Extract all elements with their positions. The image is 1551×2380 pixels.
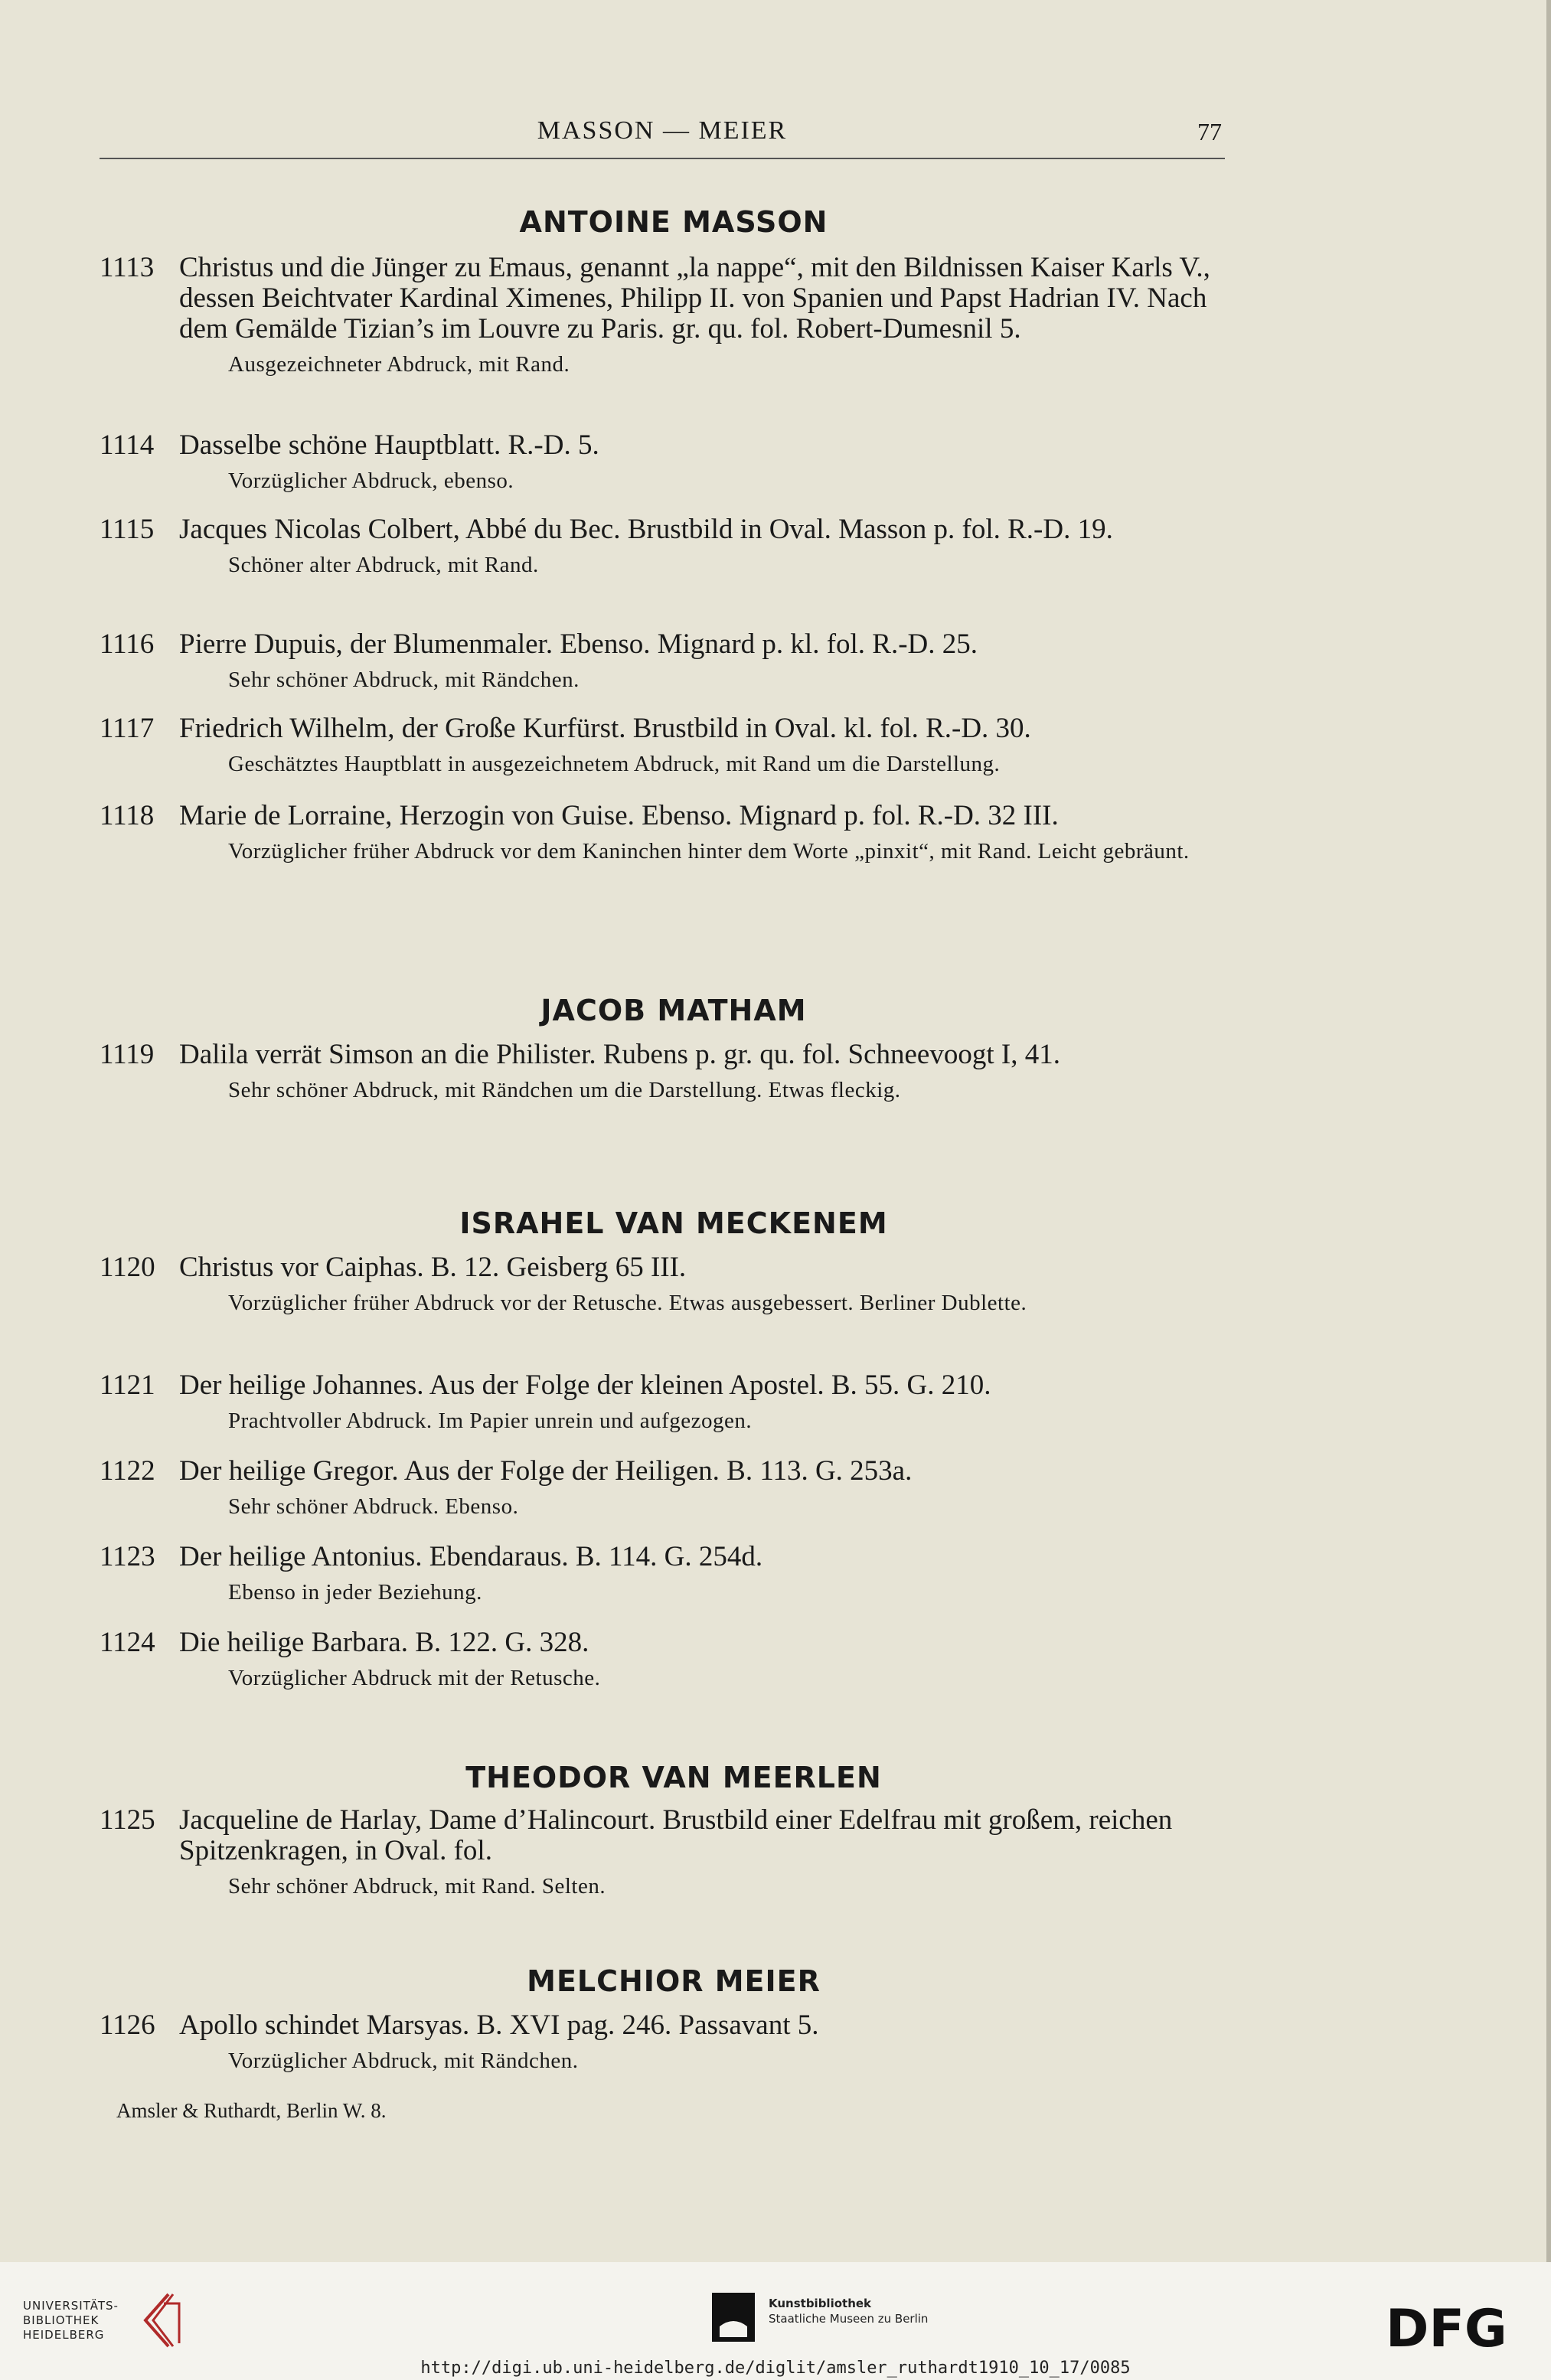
- entry-number: 1117: [100, 713, 155, 744]
- entry-note: Vorzüglicher früher Abdruck vor der Retusche. Etwas ausgebessert. Berliner Dublette.: [228, 1291, 1027, 1315]
- entry-description: Pierre Dupuis, der Blumenmaler. Ebenso. Mignard p. kl. fol. R.-D. 25.: [179, 628, 978, 660]
- section-title: ISRAHEL VAN MECKENEM: [459, 1206, 888, 1240]
- section-title: MELCHIOR MEIER: [527, 1964, 821, 1998]
- section-title: THEODOR VAN MEERLEN: [465, 1761, 882, 1794]
- entry-number: 1119: [100, 1039, 155, 1070]
- entry-description: Apollo schindet Marsyas. B. XVI pag. 246. Passavant 5.: [179, 2009, 819, 2041]
- catalog-entry: [100, 1370, 1225, 1436]
- entry-description: Der heilige Antonius. Ebendaraus. B. 114. G. 254d.: [179, 1541, 763, 1572]
- running-title: MASSON — MEIER: [537, 116, 788, 145]
- university-line: HEIDELBERG: [23, 2328, 105, 2342]
- printer-imprint: Amsler & Ruthardt, Berlin W. 8.: [116, 2099, 387, 2122]
- entry-number: 1124: [100, 1627, 155, 1658]
- entry-note: Ausgezeichneter Abdruck, mit Rand.: [228, 352, 570, 377]
- catalog-entry: [100, 1252, 1225, 1318]
- university-line: BIBLIOTHEK: [23, 2313, 100, 2327]
- entry-note: Prachtvoller Abdruck. Im Papier unrein und aufgezogen.: [228, 1409, 753, 1433]
- entry-note: Vorzüglicher früher Abdruck vor dem Kaninchen hinter dem Worte „pinxit“, mit Rand. Leicht gebräunt.: [228, 839, 1190, 864]
- entry-description: Der heilige Johannes. Aus der Folge der kleinen Apostel. B. 55. G. 210.: [179, 1370, 991, 1401]
- catalog-entry: [100, 1456, 1225, 1522]
- entry-description: Jacqueline de Harlay, Dame d’Halincourt. Brustbild einer Edelfrau mit großem, reichen Spitzenkragen, in Oval. fol.: [179, 1804, 1173, 1866]
- dfg-logo-icon: [1386, 2300, 1531, 2354]
- section-title: JACOB MATHAM: [540, 994, 807, 1027]
- page-number: 77: [1197, 118, 1222, 145]
- entry-note: Schöner alter Abdruck, mit Rand.: [228, 553, 539, 577]
- running-header: [100, 112, 1225, 159]
- digitization-footer: [0, 2262, 1551, 2380]
- entry-number: 1122: [100, 1455, 155, 1487]
- entry-note: Vorzüglicher Abdruck, ebenso.: [228, 468, 514, 493]
- catalog-entry: [100, 253, 1225, 380]
- entry-number: 1126: [100, 2009, 155, 2041]
- catalog-entry: [100, 430, 1225, 496]
- entry-description: Christus vor Caiphas. B. 12. Geisberg 65 III.: [179, 1252, 687, 1283]
- university-library-name: [23, 2299, 119, 2342]
- entry-description: Christus und die Jünger zu Emaus, genannt „la nappe“, mit den Bildnissen Kaiser Karls V., dessen Beichtvater Kardinal Ximenes, Philipp II. von Spanien und Papst Hadrian IV. Nach dem Gemälde Tizian’s im Louvre zu Paris. gr. qu. fol. Robert-Dumesnil 5.: [179, 252, 1210, 344]
- kunstbibliothek-name: [769, 2296, 928, 2326]
- entry-number: 1113: [100, 252, 155, 283]
- catalog-entry: [100, 629, 1225, 695]
- entry-number: 1116: [100, 628, 155, 660]
- entry-description: Dasselbe schöne Hauptblatt. R.-D. 5.: [179, 429, 599, 461]
- entry-number: 1120: [100, 1252, 155, 1283]
- catalog-entry: [100, 1627, 1225, 1693]
- entry-note: Vorzüglicher Abdruck, mit Rändchen.: [228, 2049, 579, 2073]
- entry-number: 1121: [100, 1370, 155, 1401]
- entry-note: Sehr schöner Abdruck, mit Rändchen.: [228, 668, 580, 692]
- section-title: ANTOINE MASSON: [519, 205, 828, 239]
- entry-note: Sehr schöner Abdruck. Ebenso.: [228, 1494, 519, 1519]
- entry-description: Friedrich Wilhelm, der Große Kurfürst. Brustbild in Oval. kl. fol. R.-D. 30.: [179, 713, 1031, 744]
- kb-subtitle: Staatliche Museen zu Berlin: [769, 2312, 929, 2326]
- entry-description: Dalila verrät Simson an die Philister. Rubens p. gr. qu. fol. Schneevoogt I, 41.: [179, 1039, 1060, 1070]
- entry-number: 1125: [100, 1804, 155, 1836]
- entry-description: Der heilige Gregor. Aus der Folge der Heiligen. B. 113. G. 253a.: [179, 1455, 913, 1487]
- university-logo-icon: [138, 2290, 191, 2349]
- entry-number: 1118: [100, 800, 155, 831]
- catalog-entry: [100, 2010, 1225, 2076]
- entry-description: Jacques Nicolas Colbert, Abbé du Bec. Brustbild in Oval. Masson p. fol. R.-D. 19.: [179, 514, 1113, 545]
- entry-number: 1123: [100, 1541, 155, 1572]
- dfg-letters: DFG: [1386, 2300, 1507, 2354]
- entry-number: 1114: [100, 429, 155, 461]
- catalog-entry: [100, 1040, 1225, 1105]
- entry-number: 1115: [100, 514, 155, 545]
- catalog-entry: [100, 1542, 1225, 1608]
- entry-description: Marie de Lorraine, Herzogin von Guise. Ebenso. Mignard p. fol. R.-D. 32 III.: [179, 800, 1059, 831]
- catalog-entry: [100, 514, 1225, 580]
- entry-note: Sehr schöner Abdruck, mit Rand. Selten.: [228, 1874, 606, 1898]
- permalink-url[interactable]: http://digi.ub.uni-heidelberg.de/diglit/amsler_ruthardt1910_10_17/0085: [420, 2359, 1131, 2378]
- kunstbibliothek-logo-icon: [712, 2293, 755, 2342]
- catalog-entry: [100, 713, 1225, 779]
- entry-description: Die heilige Barbara. B. 122. G. 328.: [179, 1627, 589, 1658]
- catalog-entry: [100, 1805, 1225, 1902]
- university-line: UNIVERSITÄTS-: [23, 2299, 119, 2313]
- page-edge: [1546, 0, 1551, 2262]
- entry-note: Vorzüglicher Abdruck mit der Retusche.: [228, 1666, 601, 1690]
- entry-note: Sehr schöner Abdruck, mit Rändchen um die Darstellung. Etwas fleckig.: [228, 1078, 901, 1102]
- kb-title: Kunstbibliothek: [769, 2297, 872, 2310]
- catalog-entry: [100, 801, 1225, 867]
- entry-note: Geschätztes Hauptblatt in ausgezeichnetem Abdruck, mit Rand um die Darstellung.: [228, 752, 1001, 776]
- entry-note: Ebenso in jeder Beziehung.: [228, 1580, 482, 1605]
